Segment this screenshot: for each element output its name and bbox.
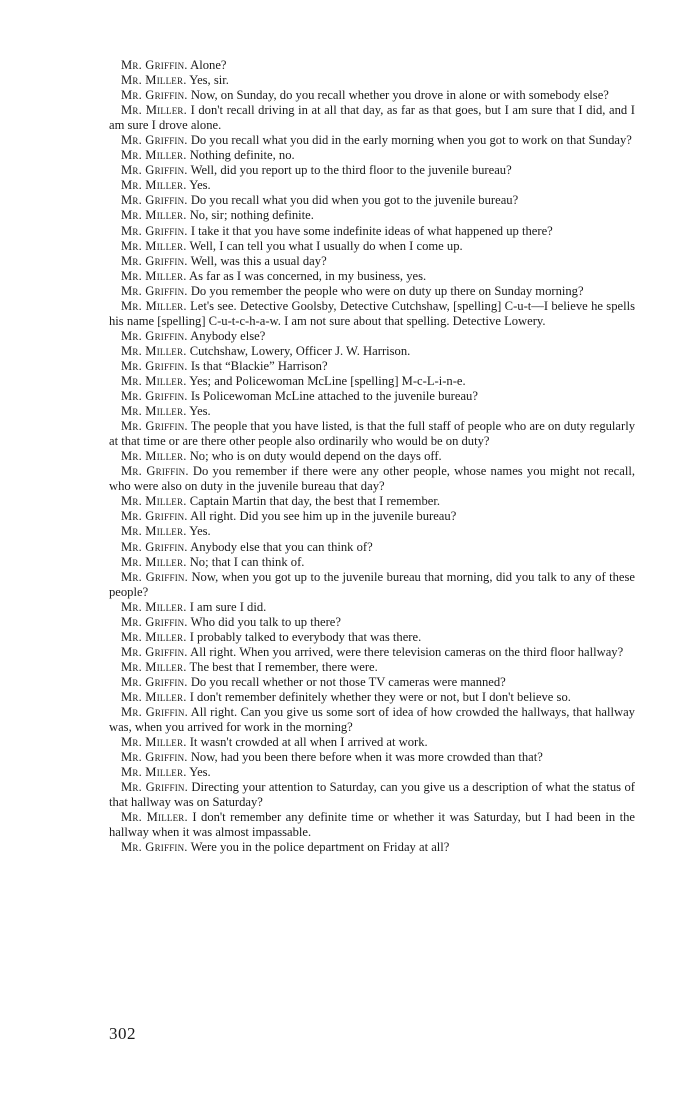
statement-text: Yes. [189, 524, 211, 539]
statement-text: No, sir; nothing definite. [189, 208, 314, 223]
statement-text: I don't remember any definite time or whether it was Saturday, but I had been in the hallway when it was almost impassable. [109, 810, 635, 840]
statement-text: Nothing definite, no. [189, 148, 295, 163]
statement-text: Were you in the police department on Friday at all? [190, 840, 450, 855]
speaker-name: Mr. Miller. [121, 659, 187, 674]
statement-text: Let's see. Detective Goolsby, Detective Cutchshaw, [spelling] C-u-t—I believe he spells his name [spelling] C-u-t-c-h-a-w. I am not sure about that spelling. Detective Lowery. [109, 298, 635, 328]
speaker-name: Mr. Griffin. [121, 419, 188, 434]
speaker-name: Mr. Griffin. [121, 358, 188, 373]
statement-text: Yes. [189, 178, 211, 193]
testimony-paragraph [109, 660, 635, 675]
testimony-paragraph [109, 765, 635, 780]
speaker-name: Mr. Griffin. [121, 223, 188, 238]
statement-text: Anybody else that you can think of? [190, 539, 373, 554]
statement-text: The people that you have listed, is that the full staff of people who are on duty regularly at that time or are there other people also ordinarily who would be on duty? [109, 419, 635, 449]
speaker-name: Mr. Griffin. [121, 674, 188, 689]
speaker-name: Mr. Miller. [121, 765, 187, 780]
testimony-paragraph [109, 178, 635, 193]
speaker-name: Mr. Miller. [121, 103, 187, 118]
testimony-paragraph [109, 224, 635, 239]
testimony-paragraph [109, 540, 635, 555]
speaker-name: Mr. Miller. [121, 599, 187, 614]
statement-text: Well, was this a usual day? [190, 253, 327, 268]
speaker-name: Mr. Miller. [121, 238, 187, 253]
speaker-name: Mr. Miller. [121, 298, 187, 313]
testimony-paragraph [109, 570, 635, 600]
testimony-paragraph [109, 133, 635, 148]
speaker-name: Mr. Griffin. [121, 58, 188, 72]
speaker-name: Mr. Miller. [121, 343, 187, 358]
statement-text: Yes. [189, 765, 211, 780]
speaker-name: Mr. Griffin. [121, 163, 188, 178]
testimony-paragraph [109, 239, 635, 254]
statement-text: I probably talked to everybody that was there. [189, 629, 422, 644]
testimony-paragraph [109, 389, 635, 404]
speaker-name: Mr. Griffin. [121, 253, 188, 268]
testimony-paragraph [109, 299, 635, 329]
speaker-name: Mr. Miller. [121, 735, 187, 750]
speaker-name: Mr. Griffin. [121, 539, 188, 554]
testimony-paragraph [109, 103, 635, 133]
testimony-paragraph [109, 374, 635, 389]
speaker-name: Mr. Griffin. [121, 464, 189, 479]
speaker-name: Mr. Griffin. [121, 569, 188, 584]
speaker-name: Mr. Griffin. [121, 509, 188, 524]
speaker-name: Mr. Miller. [121, 554, 187, 569]
testimony-paragraph [109, 404, 635, 419]
testimony-paragraph [109, 840, 635, 855]
testimony-paragraph [109, 705, 635, 735]
statement-text: No; who is on duty would depend on the days off. [189, 449, 442, 464]
speaker-name: Mr. Miller. [121, 73, 187, 88]
testimony-paragraph [109, 555, 635, 570]
testimony-paragraph [109, 148, 635, 163]
statement-text: Captain Martin that day, the best that I remember. [189, 494, 440, 509]
statement-text: Do you recall what you did when you got to the juvenile bureau? [190, 193, 519, 208]
speaker-name: Mr. Griffin. [121, 705, 188, 720]
speaker-name: Mr. Miller. [121, 178, 187, 193]
statement-text: I am sure I did. [189, 599, 267, 614]
testimony-paragraph [109, 269, 635, 284]
testimony-paragraph [109, 810, 635, 840]
speaker-name: Mr. Miller. [121, 373, 187, 388]
speaker-name: Mr. Miller. [121, 449, 187, 464]
testimony-paragraph [109, 359, 635, 374]
testimony-paragraph [109, 193, 635, 208]
testimony-paragraph [109, 780, 635, 810]
speaker-name: Mr. Griffin. [121, 780, 188, 795]
statement-text: Who did you talk to up there? [190, 614, 341, 629]
testimony-paragraph [109, 208, 635, 223]
statement-text: I take it that you have some indefinite ideas of what happened up there? [190, 223, 553, 238]
testimony-paragraph [109, 449, 635, 464]
statement-text: Yes. [189, 404, 211, 419]
statement-text: Alone? [190, 58, 227, 72]
statement-text: I don't remember definitely whether they were or not, but I don't believe so. [189, 689, 571, 704]
testimony-paragraph [109, 329, 635, 344]
transcript-body [109, 58, 635, 855]
statement-text: Is that “Blackie” Harrison? [190, 358, 328, 373]
speaker-name: Mr. Griffin. [121, 88, 188, 103]
statement-text: As far as I was concerned, in my business, yes. [189, 268, 427, 283]
speaker-name: Mr. Griffin. [121, 840, 188, 855]
testimony-paragraph [109, 630, 635, 645]
statement-text: Yes, sir. [189, 73, 229, 88]
speaker-name: Mr. Griffin. [121, 328, 188, 343]
statement-text: Now, on Sunday, do you recall whether you drove in alone or with somebody else? [190, 88, 609, 103]
testimony-paragraph [109, 615, 635, 630]
testimony-paragraph [109, 509, 635, 524]
statement-text: Directing your attention to Saturday, can you give us a description of what the status of that hallway was on Saturday? [109, 780, 635, 810]
page-number: 302 [109, 1024, 136, 1043]
testimony-paragraph [109, 600, 635, 615]
testimony-paragraph [109, 675, 635, 690]
statement-text: Do you recall what you did in the early morning when you got to work on that Sunday? [190, 133, 632, 148]
speaker-name: Mr. Miller. [121, 404, 187, 419]
speaker-name: Mr. Miller. [121, 268, 187, 283]
speaker-name: Mr. Miller. [121, 629, 187, 644]
statement-text: Do you recall whether or not those TV cameras were manned? [190, 674, 506, 689]
statement-text: Now, had you been there before when it was more crowded than that? [190, 750, 543, 765]
testimony-paragraph [109, 88, 635, 103]
statement-text: Now, when you got up to the juvenile bureau that morning, did you talk to any of these people? [109, 569, 635, 599]
statement-text: The best that I remember, there were. [189, 659, 378, 674]
speaker-name: Mr. Griffin. [121, 283, 188, 298]
testimony-paragraph [109, 284, 635, 299]
speaker-name: Mr. Miller. [121, 208, 187, 223]
statement-text: Do you remember the people who were on duty up there on Sunday morning? [190, 283, 584, 298]
testimony-paragraph [109, 419, 635, 449]
testimony-paragraph [109, 464, 635, 494]
statement-text: Do you remember if there were any other people, whose names you might not recall, who were also on duty in the juvenile bureau that day? [109, 464, 635, 494]
speaker-name: Mr. Griffin. [121, 750, 188, 765]
statement-text: Well, I can tell you what I usually do when I come up. [189, 238, 463, 253]
speaker-name: Mr. Miller. [121, 689, 187, 704]
statement-text: Well, did you report up to the third floor to the juvenile bureau? [190, 163, 512, 178]
speaker-name: Mr. Miller. [121, 494, 187, 509]
statement-text: All right. When you arrived, were there television cameras on the third floor hallway? [190, 644, 624, 659]
testimony-paragraph [109, 494, 635, 509]
testimony-paragraph [109, 58, 635, 73]
testimony-paragraph [109, 163, 635, 178]
statement-text: Cutchshaw, Lowery, Officer J. W. Harrison. [189, 343, 411, 358]
statement-text: Yes; and Policewoman McLine [spelling] M-c-L-i-n-e. [189, 373, 466, 388]
testimony-paragraph [109, 73, 635, 88]
speaker-name: Mr. Miller. [121, 148, 187, 163]
statement-text: All right. Can you give us some sort of idea of how crowded the hallways, that hallway was, when you arrived for work in the morning? [109, 705, 635, 735]
speaker-name: Mr. Miller. [121, 810, 188, 825]
statement-text: No; that I can think of. [189, 554, 305, 569]
speaker-name: Mr. Griffin. [121, 644, 188, 659]
testimony-paragraph [109, 750, 635, 765]
speaker-name: Mr. Griffin. [121, 193, 188, 208]
testimony-paragraph [109, 735, 635, 750]
statement-text: All right. Did you see him up in the juvenile bureau? [190, 509, 457, 524]
testimony-paragraph [109, 254, 635, 269]
testimony-paragraph [109, 344, 635, 359]
statement-text: I don't recall driving in at all that day, as far as that goes, but I am sure that I did, and I am sure I drove alone. [109, 103, 635, 133]
statement-text: Is Policewoman McLine attached to the juvenile bureau? [190, 389, 478, 404]
statement-text: Anybody else? [190, 328, 266, 343]
speaker-name: Mr. Miller. [121, 524, 187, 539]
testimony-paragraph [109, 645, 635, 660]
speaker-name: Mr. Griffin. [121, 614, 188, 629]
statement-text: It wasn't crowded at all when I arrived at work. [189, 735, 428, 750]
testimony-paragraph [109, 690, 635, 705]
speaker-name: Mr. Griffin. [121, 389, 188, 404]
testimony-paragraph [109, 524, 635, 539]
speaker-name: Mr. Griffin. [121, 133, 188, 148]
